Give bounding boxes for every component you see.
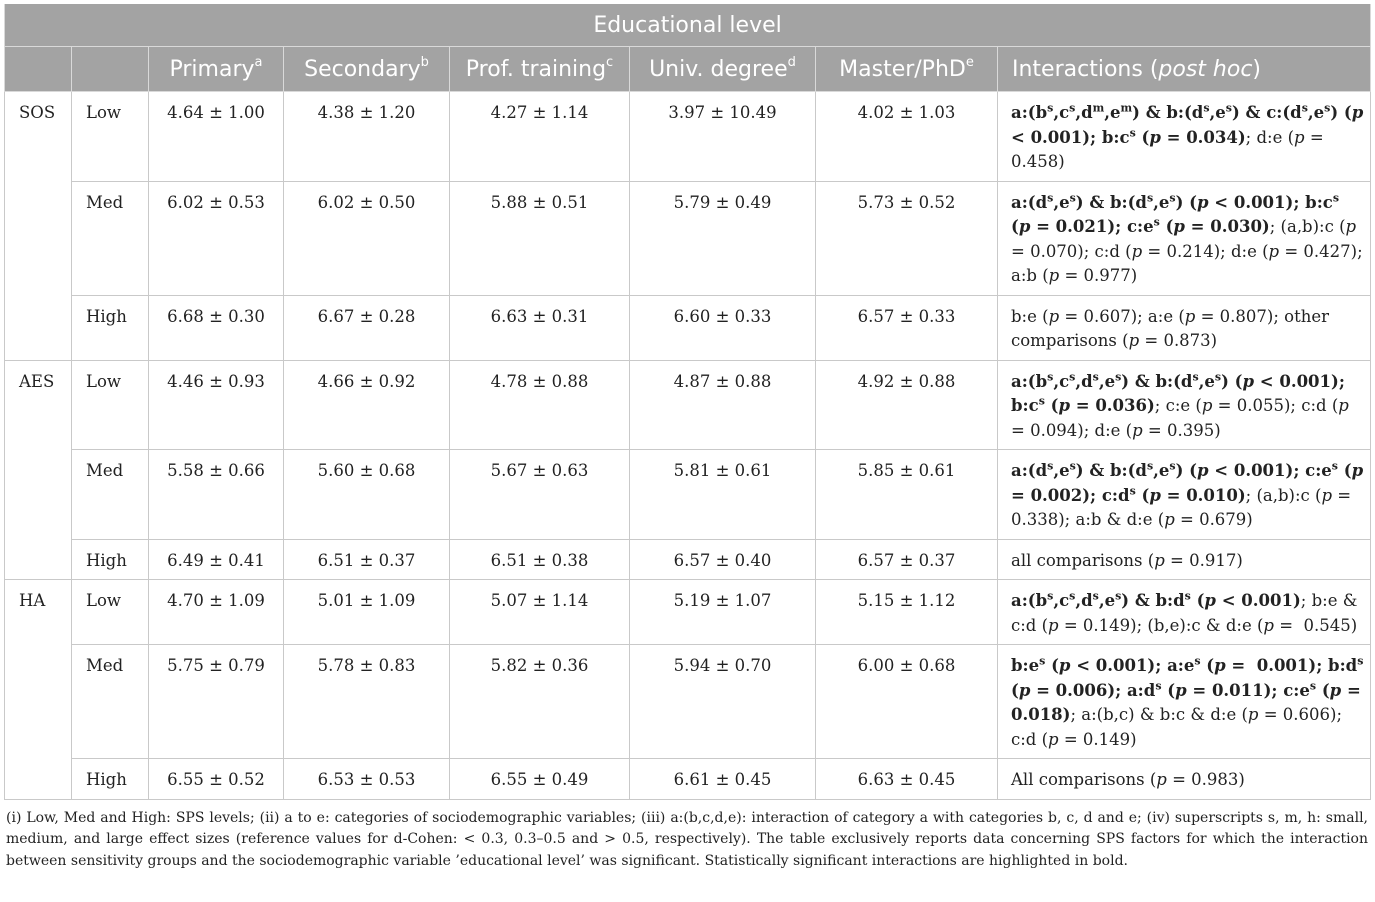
value-cell: 5.79 ± 0.49: [630, 181, 816, 295]
table-footnote: (i) Low, Med and High: SPS levels; (ii) a to e: categories of sociodemographic variables; (iii) a:(b,c,d,e): interaction of category a with categories b, c, d and e; (iv) superscripts s, m, h: small, medium, and large effect sizes (reference values for d-Cohen: < 0.3, 0.3–0.5 and > 0.5, respectively). The table exclusively reports data concerning SPS factors for which the interaction between sensitivity groups and the sociodemographic variable ’educational level’ was significant. Statistically significant interactions are highlighted in bold.: [6, 809, 1368, 869]
interactions-cell: $a:(b^s,c^s,d^m,e^m)$ & $b:(d^s,e^s)$ & $c:(d^s,e^s) (p < 0.001)$; $b:c^s$ (p = 0.034); d:e (p = 0.458): [998, 92, 1371, 182]
value-cell: 6.61 ± 0.45: [630, 759, 816, 800]
value-cell: 4.64 ± 1.00: [149, 92, 284, 182]
column-header-0: [5, 47, 72, 92]
value-cell: 6.57 ± 0.37: [816, 539, 998, 580]
interactions-cell: $a:(d^s,e^s)$ & $b:(d^s,e^s) (p < 0.001)$; $b:c^s$ (p = 0.021); $c:e^s$ (p = 0.030); (a,b):c (p = 0.070); c:d (p = 0.214); d:e (p = 0.427); a:b (p = 0.977): [998, 181, 1371, 295]
value-cell: 6.67 ± 0.28: [284, 295, 450, 360]
level-label: Low: [72, 360, 149, 450]
value-cell: 5.73 ± 0.52: [816, 181, 998, 295]
value-cell: 5.07 ± 1.14: [450, 580, 630, 645]
value-cell: 6.00 ± 0.68: [816, 645, 998, 759]
column-label: Secondary: [304, 56, 421, 82]
table-row: [5, 759, 1371, 800]
level-label: Med: [72, 645, 149, 759]
value-cell: 5.81 ± 0.61: [630, 450, 816, 540]
value-cell: 6.55 ± 0.49: [450, 759, 630, 800]
column-header-3: [284, 47, 450, 92]
table-row: [5, 360, 1371, 450]
value-cell: 5.67 ± 0.63: [450, 450, 630, 540]
column-label: Primary: [169, 56, 255, 82]
column-label-italic: post hoc: [1158, 56, 1253, 82]
table-row: [5, 181, 1371, 295]
value-cell: 6.60 ± 0.33: [630, 295, 816, 360]
value-cell: 5.19 ± 1.07: [630, 580, 816, 645]
column-header-5: [630, 47, 816, 92]
value-cell: 4.87 ± 0.88: [630, 360, 816, 450]
interactions-cell: $a:(b^s,c^s,d^s,e^s)$ & $b:d^s$ (p < 0.001); b:e & c:d (p = 0.149); (b,e):c & d:e (p = 0.545): [998, 580, 1371, 645]
interactions-cell: b:e (p = 0.607); a:e (p = 0.807); other comparisons (p = 0.873): [998, 295, 1371, 360]
results-table: [4, 4, 1371, 800]
value-cell: 6.57 ± 0.40: [630, 539, 816, 580]
value-cell: 6.53 ± 0.53: [284, 759, 450, 800]
value-cell: 6.49 ± 0.41: [149, 539, 284, 580]
level-label: High: [72, 295, 149, 360]
column-header-2: [149, 47, 284, 92]
value-cell: 6.02 ± 0.50: [284, 181, 450, 295]
value-cell: 5.78 ± 0.83: [284, 645, 450, 759]
column-superscript: d: [787, 54, 796, 70]
column-header-1: [72, 47, 149, 92]
column-superscript: b: [420, 54, 429, 70]
column-label: Master/PhD: [839, 56, 966, 82]
value-cell: 5.75 ± 0.79: [149, 645, 284, 759]
group-label: AES: [5, 360, 72, 580]
table-row: [5, 295, 1371, 360]
column-header-4: [450, 47, 630, 92]
interactions-cell: all comparisons (p = 0.917): [998, 539, 1371, 580]
level-label: High: [72, 539, 149, 580]
interactions-cell: $b:e^s$ (p < 0.001); $a:e^s$ (p = 0.001); $b:d^s$ (p = 0.006); $a:d^s$ (p = 0.011); $c:e^s$ (p = 0.018); a:(b,c) & b:c & d:e (p = 0.606); c:d (p = 0.149): [998, 645, 1371, 759]
value-cell: 6.68 ± 0.30: [149, 295, 284, 360]
value-cell: 4.38 ± 1.20: [284, 92, 450, 182]
value-cell: 5.01 ± 1.09: [284, 580, 450, 645]
table-row: [5, 645, 1371, 759]
value-cell: 6.63 ± 0.45: [816, 759, 998, 800]
level-label: Med: [72, 181, 149, 295]
value-cell: 6.51 ± 0.37: [284, 539, 450, 580]
value-cell: 5.60 ± 0.68: [284, 450, 450, 540]
column-label: Interactions: [1012, 56, 1143, 82]
table-row: [5, 539, 1371, 580]
level-label: Low: [72, 580, 149, 645]
value-cell: 4.78 ± 0.88: [450, 360, 630, 450]
value-cell: 4.02 ± 1.03: [816, 92, 998, 182]
value-cell: 6.02 ± 0.53: [149, 181, 284, 295]
column-label: Univ. degree: [649, 56, 788, 82]
super-title: Educational level: [5, 4, 1371, 47]
table-row: [5, 580, 1371, 645]
group-label: SOS: [5, 92, 72, 361]
table-container: [4, 4, 1370, 872]
level-label: High: [72, 759, 149, 800]
group-label: HA: [5, 580, 72, 800]
interactions-cell: $a:(d^s,e^s)$ & $b:(d^s,e^s) (p < 0.001)$; $c:e^s$ (p = 0.002); $c:d^s$ (p = 0.010); (a,b):c (p = 0.338); a:b & d:e (p = 0.679): [998, 450, 1371, 540]
interactions-cell: $a:(b^s,c^s,d^s,e^s)$ & $b:(d^s,e^s) (p < 0.001)$; $b:c^s$ (p = 0.036); c:e (p = 0.055); c:d (p = 0.094); d:e (p = 0.395): [998, 360, 1371, 450]
table-body: [5, 92, 1371, 800]
column-header-7: Interactions (post hoc): [998, 47, 1371, 92]
level-label: Low: [72, 92, 149, 182]
value-cell: 4.92 ± 0.88: [816, 360, 998, 450]
value-cell: 6.63 ± 0.31: [450, 295, 630, 360]
value-cell: 5.94 ± 0.70: [630, 645, 816, 759]
value-cell: 6.57 ± 0.33: [816, 295, 998, 360]
value-cell: 4.70 ± 1.09: [149, 580, 284, 645]
value-cell: 6.51 ± 0.38: [450, 539, 630, 580]
interactions-cell: All comparisons (p = 0.983): [998, 759, 1371, 800]
value-cell: 4.66 ± 0.92: [284, 360, 450, 450]
table-row: [5, 92, 1371, 182]
value-cell: 3.97 ± 10.49: [630, 92, 816, 182]
value-cell: 5.85 ± 0.61: [816, 450, 998, 540]
column-superscript: e: [965, 54, 974, 70]
value-cell: 4.46 ± 0.93: [149, 360, 284, 450]
column-header-6: [816, 47, 998, 92]
table-header: [5, 4, 1371, 92]
value-cell: 6.55 ± 0.52: [149, 759, 284, 800]
value-cell: 5.15 ± 1.12: [816, 580, 998, 645]
level-label: Med: [72, 450, 149, 540]
column-header-row: [5, 47, 1371, 92]
column-superscript: a: [254, 54, 263, 70]
value-cell: 5.88 ± 0.51: [450, 181, 630, 295]
value-cell: 5.82 ± 0.36: [450, 645, 630, 759]
value-cell: 5.58 ± 0.66: [149, 450, 284, 540]
column-superscript: c: [606, 54, 614, 70]
value-cell: 4.27 ± 1.14: [450, 92, 630, 182]
table-row: [5, 450, 1371, 540]
column-label: Prof. training: [465, 56, 607, 82]
